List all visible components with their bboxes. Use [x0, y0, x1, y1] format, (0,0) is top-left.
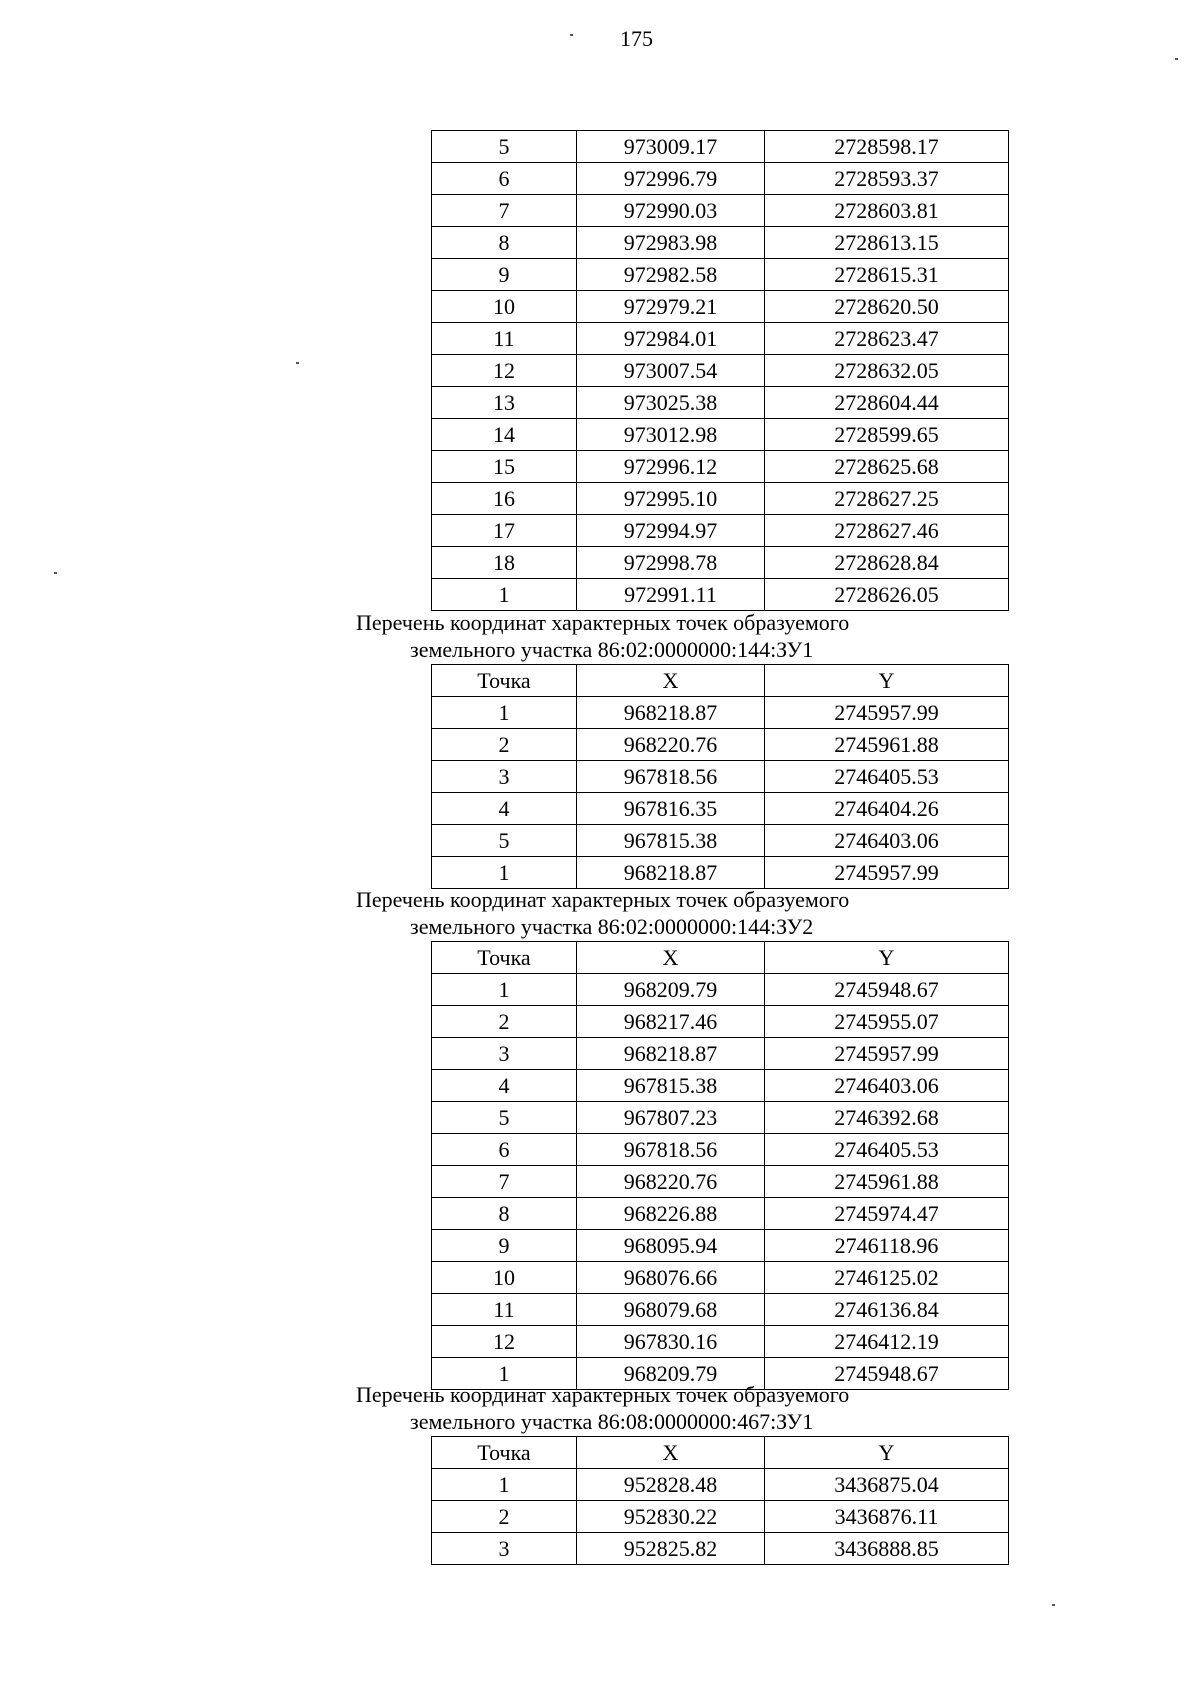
point-cell: 5 [432, 131, 577, 163]
y-cell: 2728625.68 [765, 451, 1009, 483]
x-cell: 972982.58 [577, 259, 765, 291]
y-cell: 2728593.37 [765, 163, 1009, 195]
y-cell: 2745957.99 [765, 857, 1009, 889]
coordinates-table-467-zu1 [431, 1436, 1009, 1565]
x-cell: 968095.94 [577, 1230, 765, 1262]
table-row [432, 1469, 1009, 1501]
y-cell: 2745961.88 [765, 1166, 1009, 1198]
y-cell: 2746136.84 [765, 1294, 1009, 1326]
point-cell: 8 [432, 227, 577, 259]
y-cell: 2728604.44 [765, 387, 1009, 419]
table-row [432, 259, 1009, 291]
table-row [432, 1038, 1009, 1070]
point-cell: 3 [432, 761, 577, 793]
column-header-point: Точка [432, 1437, 577, 1469]
column-header-point: Точка [432, 942, 577, 974]
column-header-x: X [577, 1437, 765, 1469]
point-cell: 2 [432, 729, 577, 761]
point-cell: 5 [432, 825, 577, 857]
table-row [432, 793, 1009, 825]
x-cell: 952830.22 [577, 1501, 765, 1533]
x-cell: 972995.10 [577, 483, 765, 515]
point-cell: 1 [432, 1469, 577, 1501]
table-row [432, 729, 1009, 761]
point-cell: 17 [432, 515, 577, 547]
point-cell: 11 [432, 323, 577, 355]
y-cell: 2745957.99 [765, 697, 1009, 729]
coordinates-table-continued [431, 130, 1009, 611]
table-row [432, 974, 1009, 1006]
point-cell: 9 [432, 259, 577, 291]
x-cell: 967816.35 [577, 793, 765, 825]
y-cell: 2746403.06 [765, 825, 1009, 857]
point-cell: 10 [432, 291, 577, 323]
table-heading-line1: Перечень координат характерных точек образуемого [356, 887, 850, 912]
y-cell: 2728599.65 [765, 419, 1009, 451]
y-cell: 2728626.05 [765, 579, 1009, 611]
table-heading-line2: земельного участка 86:08:0000000:467:ЗУ1 [410, 1409, 814, 1434]
scan-speck [1175, 58, 1178, 60]
y-cell: 2728598.17 [765, 131, 1009, 163]
point-cell: 10 [432, 1262, 577, 1294]
y-cell: 3436876.11 [765, 1501, 1009, 1533]
y-cell: 2745948.67 [765, 1358, 1009, 1390]
table-row [432, 857, 1009, 889]
x-cell: 967815.38 [577, 825, 765, 857]
y-cell: 2746404.26 [765, 793, 1009, 825]
table-row [432, 1166, 1009, 1198]
x-cell: 967830.16 [577, 1326, 765, 1358]
x-cell: 968217.46 [577, 1006, 765, 1038]
table-heading-line2: земельного участка 86:02:0000000:144:ЗУ1 [410, 637, 814, 662]
x-cell: 972996.79 [577, 163, 765, 195]
y-cell: 2746405.53 [765, 761, 1009, 793]
table-row [432, 825, 1009, 857]
x-cell: 968209.79 [577, 1358, 765, 1390]
x-cell: 972990.03 [577, 195, 765, 227]
y-cell: 2745955.07 [765, 1006, 1009, 1038]
point-cell: 2 [432, 1501, 577, 1533]
y-cell: 2745961.88 [765, 729, 1009, 761]
table-header-row [432, 1437, 1009, 1469]
point-cell: 15 [432, 451, 577, 483]
point-cell: 18 [432, 547, 577, 579]
point-cell: 3 [432, 1038, 577, 1070]
y-cell: 2728632.05 [765, 355, 1009, 387]
y-cell: 2746405.53 [765, 1134, 1009, 1166]
x-cell: 968220.76 [577, 1166, 765, 1198]
table-row [432, 1326, 1009, 1358]
x-cell: 967818.56 [577, 761, 765, 793]
table-row [432, 1230, 1009, 1262]
table-row [432, 1262, 1009, 1294]
table-row [432, 419, 1009, 451]
table-row [432, 1294, 1009, 1326]
table-row [432, 483, 1009, 515]
y-cell: 2728603.81 [765, 195, 1009, 227]
table-row [432, 547, 1009, 579]
y-cell: 2728627.25 [765, 483, 1009, 515]
x-cell: 968218.87 [577, 1038, 765, 1070]
x-cell: 972983.98 [577, 227, 765, 259]
x-cell: 968220.76 [577, 729, 765, 761]
y-cell: 2728615.31 [765, 259, 1009, 291]
column-header-y: Y [765, 942, 1009, 974]
point-cell: 14 [432, 419, 577, 451]
point-cell: 12 [432, 355, 577, 387]
table-row [432, 1533, 1009, 1565]
point-cell: 11 [432, 1294, 577, 1326]
x-cell: 972994.97 [577, 515, 765, 547]
column-header-y: Y [765, 1437, 1009, 1469]
table-header-row [432, 942, 1009, 974]
y-cell: 3436875.04 [765, 1469, 1009, 1501]
table-row [432, 227, 1009, 259]
x-cell: 972984.01 [577, 323, 765, 355]
table-row [432, 579, 1009, 611]
table-row [432, 1102, 1009, 1134]
y-cell: 2746125.02 [765, 1262, 1009, 1294]
coordinates-table-zu1 [431, 664, 1009, 889]
column-header-x: X [577, 665, 765, 697]
x-cell: 973012.98 [577, 419, 765, 451]
point-cell: 6 [432, 1134, 577, 1166]
table-row [432, 163, 1009, 195]
point-cell: 1 [432, 579, 577, 611]
point-cell: 4 [432, 793, 577, 825]
point-cell: 5 [432, 1102, 577, 1134]
point-cell: 8 [432, 1198, 577, 1230]
table-row [432, 1006, 1009, 1038]
table-heading-line2: земельного участка 86:02:0000000:144:ЗУ2 [410, 914, 814, 939]
y-cell: 2745957.99 [765, 1038, 1009, 1070]
y-cell: 3436888.85 [765, 1533, 1009, 1565]
column-header-x: X [577, 942, 765, 974]
table-heading-line1: Перечень координат характерных точек образуемого [356, 610, 850, 635]
page-number: 175 [620, 26, 653, 51]
y-cell: 2728627.46 [765, 515, 1009, 547]
table-row [432, 195, 1009, 227]
column-header-y: Y [765, 665, 1009, 697]
table-row [432, 1134, 1009, 1166]
table-row [432, 131, 1009, 163]
x-cell: 952825.82 [577, 1533, 765, 1565]
table-row [432, 697, 1009, 729]
x-cell: 952828.48 [577, 1469, 765, 1501]
x-cell: 967815.38 [577, 1070, 765, 1102]
table-row [432, 515, 1009, 547]
y-cell: 2746412.19 [765, 1326, 1009, 1358]
table-header-row [432, 665, 1009, 697]
x-cell: 973009.17 [577, 131, 765, 163]
y-cell: 2746392.68 [765, 1102, 1009, 1134]
table-row [432, 1198, 1009, 1230]
table-row [432, 291, 1009, 323]
y-cell: 2745974.47 [765, 1198, 1009, 1230]
point-cell: 2 [432, 1006, 577, 1038]
x-cell: 972996.12 [577, 451, 765, 483]
y-cell: 2728623.47 [765, 323, 1009, 355]
x-cell: 968209.79 [577, 974, 765, 1006]
coordinates-table-zu2 [431, 941, 1009, 1390]
x-cell: 967807.23 [577, 1102, 765, 1134]
x-cell: 973007.54 [577, 355, 765, 387]
table-row [432, 761, 1009, 793]
point-cell: 1 [432, 974, 577, 1006]
table-row [432, 451, 1009, 483]
point-cell: 6 [432, 163, 577, 195]
point-cell: 12 [432, 1326, 577, 1358]
point-cell: 13 [432, 387, 577, 419]
table-row [432, 323, 1009, 355]
y-cell: 2728613.15 [765, 227, 1009, 259]
point-cell: 3 [432, 1533, 577, 1565]
table-row [432, 1070, 1009, 1102]
x-cell: 973025.38 [577, 387, 765, 419]
scan-speck [1052, 1604, 1055, 1606]
x-cell: 968079.68 [577, 1294, 765, 1326]
point-cell: 1 [432, 697, 577, 729]
scan-speck [54, 572, 57, 574]
y-cell: 2745948.67 [765, 974, 1009, 1006]
x-cell: 967818.56 [577, 1134, 765, 1166]
scan-speck [296, 362, 299, 364]
x-cell: 972979.21 [577, 291, 765, 323]
table-row [432, 355, 1009, 387]
point-cell: 9 [432, 1230, 577, 1262]
table-heading-line1: Перечень координат характерных точек образуемого [356, 1382, 850, 1407]
point-cell: 1 [432, 1358, 577, 1390]
point-cell: 7 [432, 195, 577, 227]
y-cell: 2746403.06 [765, 1070, 1009, 1102]
column-header-point: Точка [432, 665, 577, 697]
y-cell: 2728628.84 [765, 547, 1009, 579]
x-cell: 972998.78 [577, 547, 765, 579]
scan-speck [570, 34, 573, 36]
x-cell: 968076.66 [577, 1262, 765, 1294]
point-cell: 4 [432, 1070, 577, 1102]
y-cell: 2746118.96 [765, 1230, 1009, 1262]
table-row [432, 1501, 1009, 1533]
x-cell: 968218.87 [577, 697, 765, 729]
point-cell: 16 [432, 483, 577, 515]
x-cell: 972991.11 [577, 579, 765, 611]
x-cell: 968218.87 [577, 857, 765, 889]
x-cell: 968226.88 [577, 1198, 765, 1230]
point-cell: 7 [432, 1166, 577, 1198]
y-cell: 2728620.50 [765, 291, 1009, 323]
point-cell: 1 [432, 857, 577, 889]
table-row [432, 387, 1009, 419]
